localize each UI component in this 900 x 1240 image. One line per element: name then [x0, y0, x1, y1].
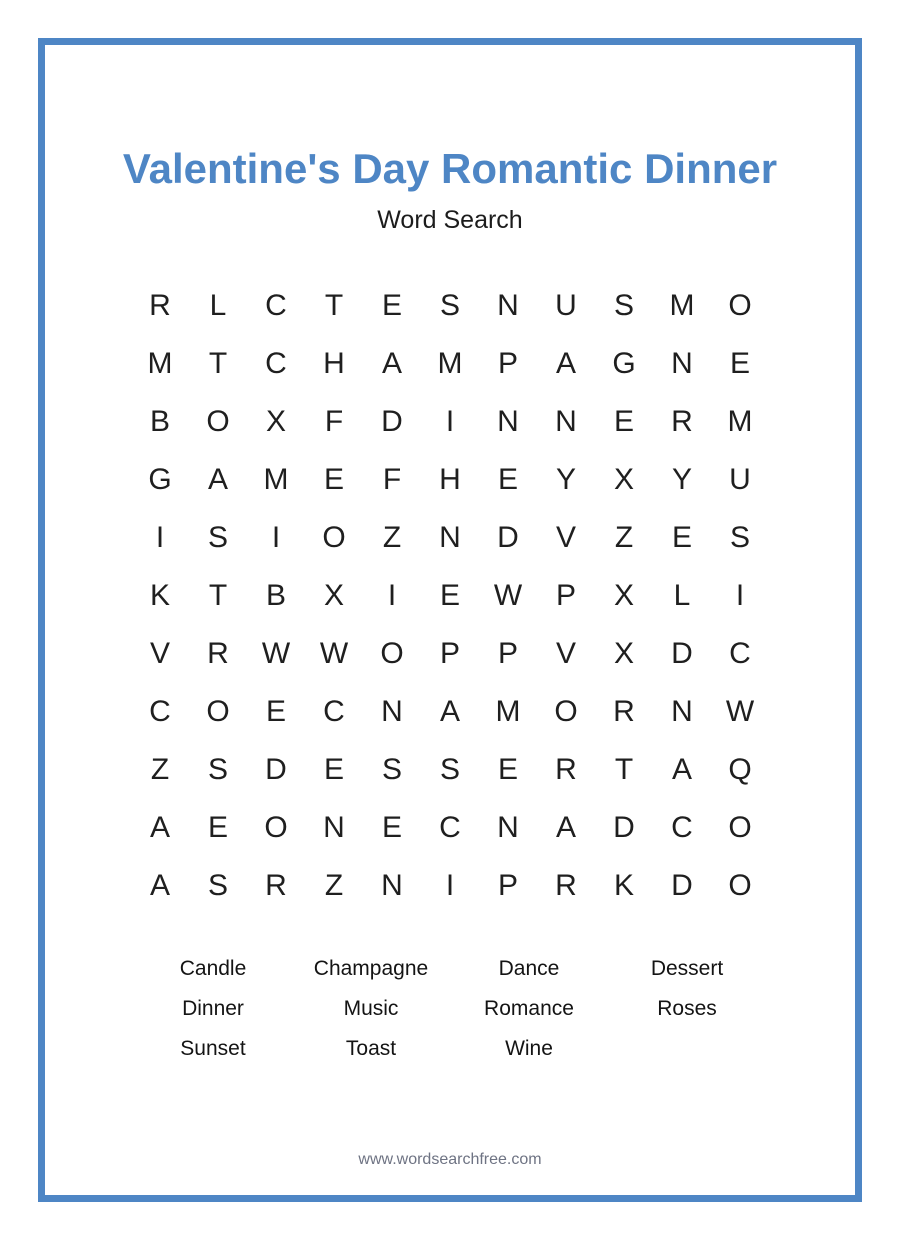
grid-letter-r7c6: P	[439, 637, 460, 670]
grid-letter-r11c5: N	[381, 869, 403, 902]
grid-letter-r10c4: N	[323, 811, 345, 844]
grid-letter-r11c10: D	[671, 869, 693, 902]
grid-letter-r8c10: N	[671, 695, 693, 728]
grid-letter-r7c8: V	[555, 637, 576, 670]
grid-letter-r10c6: C	[439, 811, 461, 844]
grid-letter-r1c5: E	[381, 289, 402, 322]
grid-letter-r8c8: O	[554, 695, 578, 728]
grid-letter-r1c10: M	[669, 289, 695, 322]
grid-letter-r8c7: M	[495, 695, 521, 728]
grid-letter-r5c7: D	[497, 521, 519, 554]
grid-letter-r10c3: O	[264, 811, 288, 844]
grid-letter-r7c5: O	[380, 637, 404, 670]
grid-letter-r8c5: N	[381, 695, 403, 728]
grid-letter-r3c6: I	[445, 405, 455, 438]
grid-letter-r4c8: Y	[555, 463, 576, 496]
grid-letter-r9c2: S	[207, 753, 228, 786]
grid-letter-r8c2: O	[206, 695, 230, 728]
word-item: Dinner	[182, 997, 244, 1020]
puzzle-subtitle: Word Search	[377, 206, 523, 234]
grid-letter-r2c8: A	[555, 347, 576, 380]
grid-letter-r10c5: E	[381, 811, 402, 844]
grid-letter-r9c8: R	[555, 753, 577, 786]
grid-letter-r1c6: S	[439, 289, 460, 322]
grid-letter-r7c1: V	[149, 637, 170, 670]
grid-letter-r2c7: P	[497, 347, 518, 380]
word-item: Dessert	[650, 957, 724, 980]
grid-letter-r5c11: S	[729, 521, 750, 554]
grid-letter-r11c11: O	[728, 869, 752, 902]
grid-letter-r4c5: F	[382, 463, 402, 496]
grid-letter-r10c11: O	[728, 811, 752, 844]
grid-letter-r5c6: N	[439, 521, 461, 554]
grid-letter-r5c4: O	[322, 521, 346, 554]
grid-letter-r2c9: G	[612, 347, 636, 380]
grid-letter-r5c9: Z	[614, 521, 634, 554]
grid-letter-r3c7: N	[497, 405, 519, 438]
grid-letter-r4c7: E	[497, 463, 518, 496]
grid-letter-r8c11: W	[725, 695, 755, 728]
word-item: Candle	[179, 957, 247, 980]
grid-letter-r9c6: S	[439, 753, 460, 786]
grid-letter-r2c10: N	[671, 347, 693, 380]
grid-letter-r3c8: N	[555, 405, 577, 438]
grid-letter-r2c2: T	[208, 347, 228, 380]
grid-letter-r5c5: Z	[382, 521, 402, 554]
grid-letter-r10c10: C	[671, 811, 693, 844]
word-item: Wine	[505, 1037, 553, 1060]
grid-letter-r4c10: Y	[671, 463, 692, 496]
grid-letter-r3c1: B	[149, 405, 170, 438]
grid-letter-r9c3: D	[265, 753, 287, 786]
grid-letter-r6c3: B	[265, 579, 286, 612]
grid-letter-r2c1: M	[147, 347, 173, 380]
word-list-row-1	[45, 949, 855, 989]
grid-letter-r9c7: E	[497, 753, 518, 786]
grid-letter-r3c9: E	[613, 405, 634, 438]
word-search-grid	[131, 277, 769, 915]
grid-letter-r5c1: I	[155, 521, 165, 554]
grid-letter-r2c4: H	[323, 347, 345, 380]
grid-letter-r10c9: D	[613, 811, 635, 844]
grid-letter-r8c9: R	[613, 695, 635, 728]
grid-letter-r9c11: Q	[728, 753, 752, 786]
grid-letter-r11c8: R	[555, 869, 577, 902]
grid-letter-r7c7: P	[497, 637, 518, 670]
word-item: Dance	[498, 957, 560, 980]
grid-letter-r1c8: U	[555, 289, 577, 322]
grid-letter-r7c11: C	[729, 637, 751, 670]
grid-letter-r5c8: V	[555, 521, 576, 554]
grid-letter-r1c1: R	[149, 289, 171, 322]
word-item: Music	[343, 997, 399, 1020]
grid-letter-r9c10: A	[671, 753, 692, 786]
grid-letter-r4c11: U	[729, 463, 751, 496]
grid-letter-r10c1: A	[149, 811, 170, 844]
grid-letter-r11c2: S	[207, 869, 228, 902]
grid-letter-r2c5: A	[381, 347, 402, 380]
grid-letter-r8c3: E	[265, 695, 286, 728]
grid-letter-r11c3: R	[265, 869, 287, 902]
grid-letter-r9c4: E	[323, 753, 344, 786]
grid-letter-r2c6: M	[437, 347, 463, 380]
grid-letter-r9c1: Z	[150, 753, 170, 786]
grid-letter-r6c9: X	[613, 579, 634, 612]
grid-letter-r5c3: I	[271, 521, 281, 554]
grid-letter-r1c9: S	[613, 289, 634, 322]
grid-letter-r7c9: X	[613, 637, 634, 670]
word-item: Roses	[657, 997, 717, 1020]
word-item: Champagne	[313, 957, 429, 980]
grid-letter-r3c5: D	[381, 405, 403, 438]
grid-letter-r8c6: A	[439, 695, 460, 728]
word-item: Romance	[484, 997, 574, 1020]
grid-letter-r5c10: E	[671, 521, 692, 554]
grid-letter-r7c10: D	[671, 637, 693, 670]
page-border-frame	[38, 38, 862, 1202]
grid-letter-r6c8: P	[555, 579, 576, 612]
grid-letter-r9c9: T	[614, 753, 634, 786]
grid-letter-r3c10: R	[671, 405, 693, 438]
grid-letter-r7c2: R	[207, 637, 229, 670]
grid-letter-r8c4: C	[323, 695, 345, 728]
grid-letter-r4c1: G	[148, 463, 172, 496]
word-list	[45, 949, 855, 1069]
grid-letter-r4c6: H	[439, 463, 461, 496]
grid-letter-r4c9: X	[613, 463, 634, 496]
grid-letter-r1c3: C	[265, 289, 287, 322]
grid-letter-r7c3: W	[261, 637, 291, 670]
word-item: Toast	[345, 1037, 397, 1060]
grid-letter-r3c4: F	[324, 405, 344, 438]
grid-letter-r6c6: E	[439, 579, 460, 612]
grid-letter-r9c5: S	[381, 753, 402, 786]
grid-letter-r3c2: O	[206, 405, 230, 438]
word-list-row-2	[45, 989, 855, 1029]
grid-letter-r7c4: W	[319, 637, 349, 670]
grid-letter-r11c6: I	[445, 869, 455, 902]
grid-letter-r11c7: P	[497, 869, 518, 902]
grid-letter-r6c7: W	[493, 579, 523, 612]
grid-letter-r1c2: L	[209, 289, 227, 322]
grid-letter-r5c2: S	[207, 521, 228, 554]
word-list-row-3	[45, 1029, 855, 1069]
grid-letter-r3c3: X	[265, 405, 286, 438]
grid-letter-r6c4: X	[323, 579, 344, 612]
grid-letter-r11c9: K	[613, 869, 634, 902]
grid-letter-r11c1: A	[149, 869, 170, 902]
grid-letter-r10c7: N	[497, 811, 519, 844]
puzzle-title: Valentine's Day Romantic Dinner	[122, 145, 778, 192]
grid-letter-r10c8: A	[555, 811, 576, 844]
grid-letter-r6c1: K	[149, 579, 170, 612]
word-item: Sunset	[180, 1037, 246, 1060]
grid-letter-r4c4: E	[323, 463, 344, 496]
grid-letter-r3c11: M	[727, 405, 753, 438]
grid-letter-r1c11: O	[728, 289, 752, 322]
grid-letter-r6c5: I	[387, 579, 397, 612]
grid-letter-r1c7: N	[497, 289, 519, 322]
grid-letter-r6c2: T	[208, 579, 228, 612]
grid-letter-r6c10: L	[673, 579, 691, 612]
grid-letter-r1c4: T	[324, 289, 344, 322]
grid-letter-r4c2: A	[207, 463, 228, 496]
grid-letter-r2c3: C	[265, 347, 287, 380]
grid-letter-r6c11: I	[735, 579, 745, 612]
grid-letter-r2c11: E	[729, 347, 750, 380]
grid-letter-r4c3: M	[263, 463, 289, 496]
grid-letter-r11c4: Z	[324, 869, 344, 902]
grid-letter-r8c1: C	[149, 695, 171, 728]
website-url: www.wordsearchfree.com	[358, 1151, 542, 1168]
grid-letter-r10c2: E	[207, 811, 228, 844]
